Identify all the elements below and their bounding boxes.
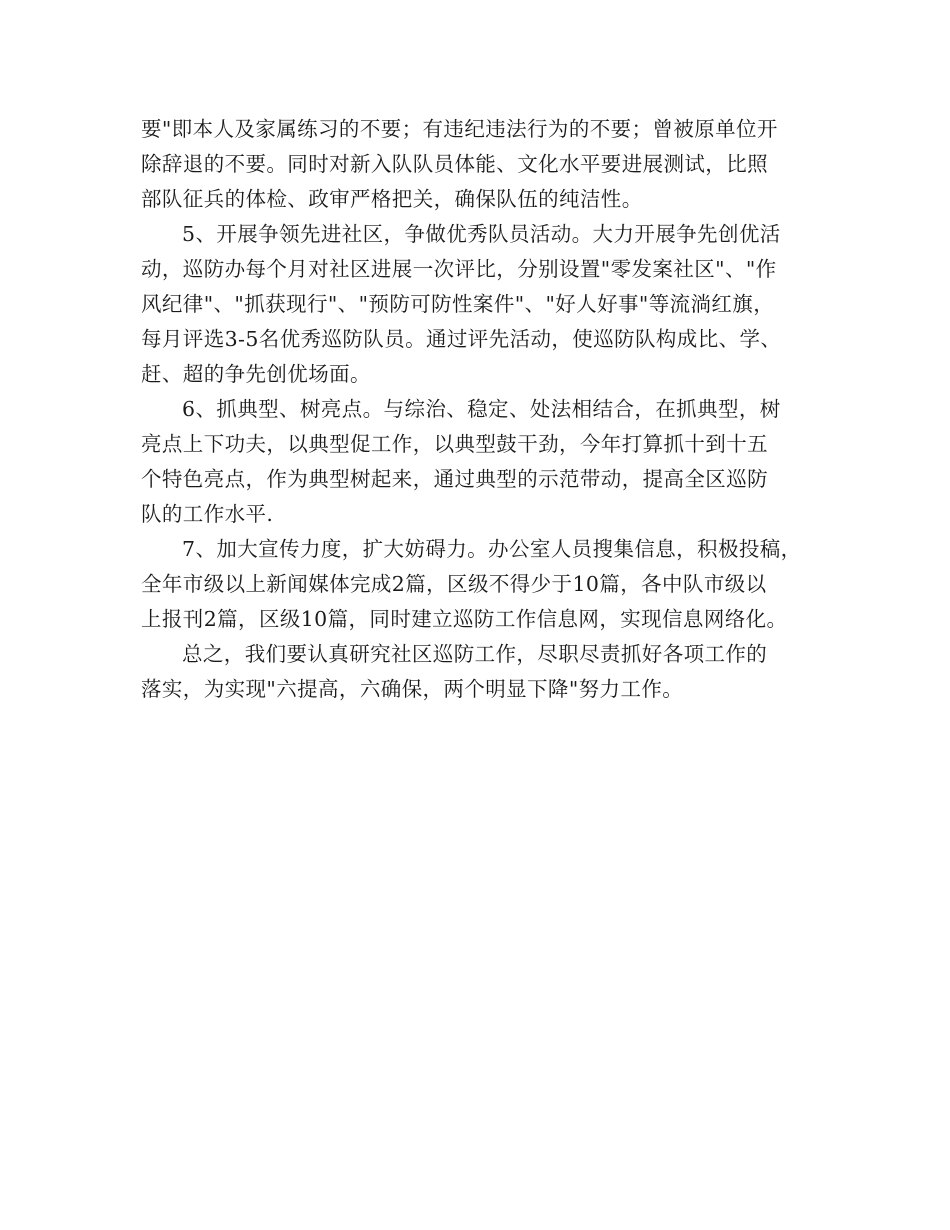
paragraph-item-6-first-line: 6、抓典型、树亮点。与综治、稳定、处法相结合，在抓典型，树 (182, 397, 781, 421)
text-line: 每月评选3-5名优秀巡防队员。通过评先活动，使巡防队构成比、学、 (141, 327, 782, 351)
text-line: 赶、超的争先创优场面。 (141, 362, 371, 386)
text-line: 个特色亮点，作为典型树起来，通过典型的示范带动，提高全区巡防 (141, 467, 768, 491)
text-line: 上报刊2篇，区级10篇，同时建立巡防工作信息网，实现信息网络化。 (141, 607, 788, 631)
text-line: 风纪律"、"抓获现行"、"预防可防性案件"、"好人好事"等流淌红旗， (141, 292, 775, 316)
text-line: 全年市级以上新闻媒体完成2篇，区级不得少于10篇，各中队市级以 (141, 572, 767, 596)
text-line: 除辞退的不要。同时对新入队队员体能、文化水平要进展测试，比照 (141, 152, 768, 176)
text-line: 动，巡防办每个月对社区进展一次评比，分别设置"零发案社区"、"作 (141, 257, 777, 281)
document-body (141, 112, 831, 707)
paragraph-conclusion-first-line: 总之，我们要认真研究社区巡防工作，尽职尽责抓好各项工作的 (182, 642, 768, 666)
paragraph-item-5-first-line: 5、开展争领先进社区，争做优秀队员活动。大力开展争先创优活 (182, 222, 781, 246)
text-line: 亮点上下功夫，以典型促工作，以典型鼓干劲，今年打算抓十到十五 (141, 432, 768, 456)
text-line: 部队征兵的体检、政审严格把关，确保队伍的纯洁性。 (141, 187, 643, 211)
text-line: 队的工作水平. (141, 502, 274, 526)
text-line: 要"即本人及家属练习的不要；有违纪违法行为的不要；曾被原单位开 (141, 117, 778, 141)
paragraph-item-7-first-line: 7、加大宣传力度，扩大妨碍力。办公室人员搜集信息，积极投稿， (182, 537, 802, 561)
text-line: 落实，为实现"六提高，六确保，两个明显下降"努力工作。 (141, 677, 684, 701)
